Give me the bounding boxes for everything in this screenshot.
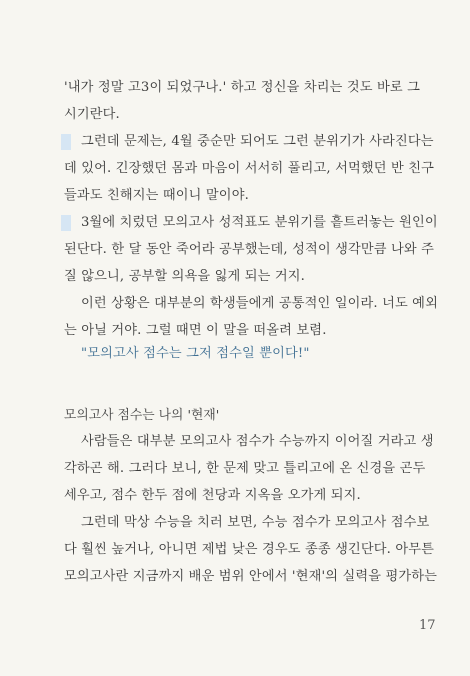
text-line: 3월에 치렀던 모의고사 성적표도 분위기를 흩트러놓는 원인이	[81, 215, 438, 230]
text-line: 모의고사란 지금까지 배운 범위 안에서 '현재'의 실력을 평가하는	[64, 569, 438, 584]
text-line: 그런데 막상 수능을 치러 보면, 수능 점수가 모의고사 점수보	[81, 515, 430, 530]
text-line: 는 아닐 거야. 그럴 때면 이 말을 떠올려 보렴.	[64, 323, 327, 338]
text-line: 각하곤 해. 그러다 보니, 한 문제 맞고 틀리고에 온 신경을 곤두	[64, 461, 426, 476]
text-line: 시기란다.	[64, 107, 120, 122]
paragraph-1	[64, 74, 424, 128]
paragraph-5	[64, 428, 434, 509]
text-line: 된단다. 한 달 동안 죽어라 공부했는데, 성적이 생각만큼 나와 주	[64, 242, 434, 257]
page-number: 17	[419, 618, 436, 633]
highlight-mark	[61, 134, 71, 150]
text-line: 다 훨씬 높거나, 아니면 제법 낮은 경우도 종종 생긴단다. 아무튼	[64, 542, 434, 557]
paragraph-4	[64, 290, 438, 344]
text-line: 이런 상황은 대부분의 학생들에게 공통적인 일이라. 너도 예외	[81, 296, 438, 311]
text-line: '내가 정말 고3이 되었구나.' 하고 정신을 차리는 것도 바로 그	[64, 80, 420, 95]
text-line: 세우고, 점수 한두 점에 천당과 지옥을 오가게 되지.	[64, 488, 361, 503]
quote-line: "모의고사 점수는 그저 점수일 뿐이다!"	[81, 346, 310, 361]
quote-paragraph	[64, 340, 424, 367]
text-line: 질 않으니, 공부할 의욕을 잃게 되는 거지.	[64, 269, 305, 284]
paragraph-2	[64, 128, 434, 209]
text-line: 들과도 친해지는 때이니 말이야.	[64, 188, 249, 203]
text-line: 사람들은 대부분 모의고사 점수가 수능까지 이어질 거라고 생	[81, 434, 434, 449]
section-heading: 모의고사 점수는 나의 '현재'	[64, 408, 220, 423]
text-line: 그런데 문제는, 4월 중순만 되어도 그런 분위기가 사라진다는	[81, 134, 434, 149]
text-line: 데 있어. 긴장했던 몸과 마음이 서서히 풀리고, 서먹했던 반 친구	[64, 161, 434, 176]
highlight-mark	[61, 215, 71, 231]
paragraph-6	[64, 509, 438, 590]
paragraph-3	[64, 209, 438, 290]
